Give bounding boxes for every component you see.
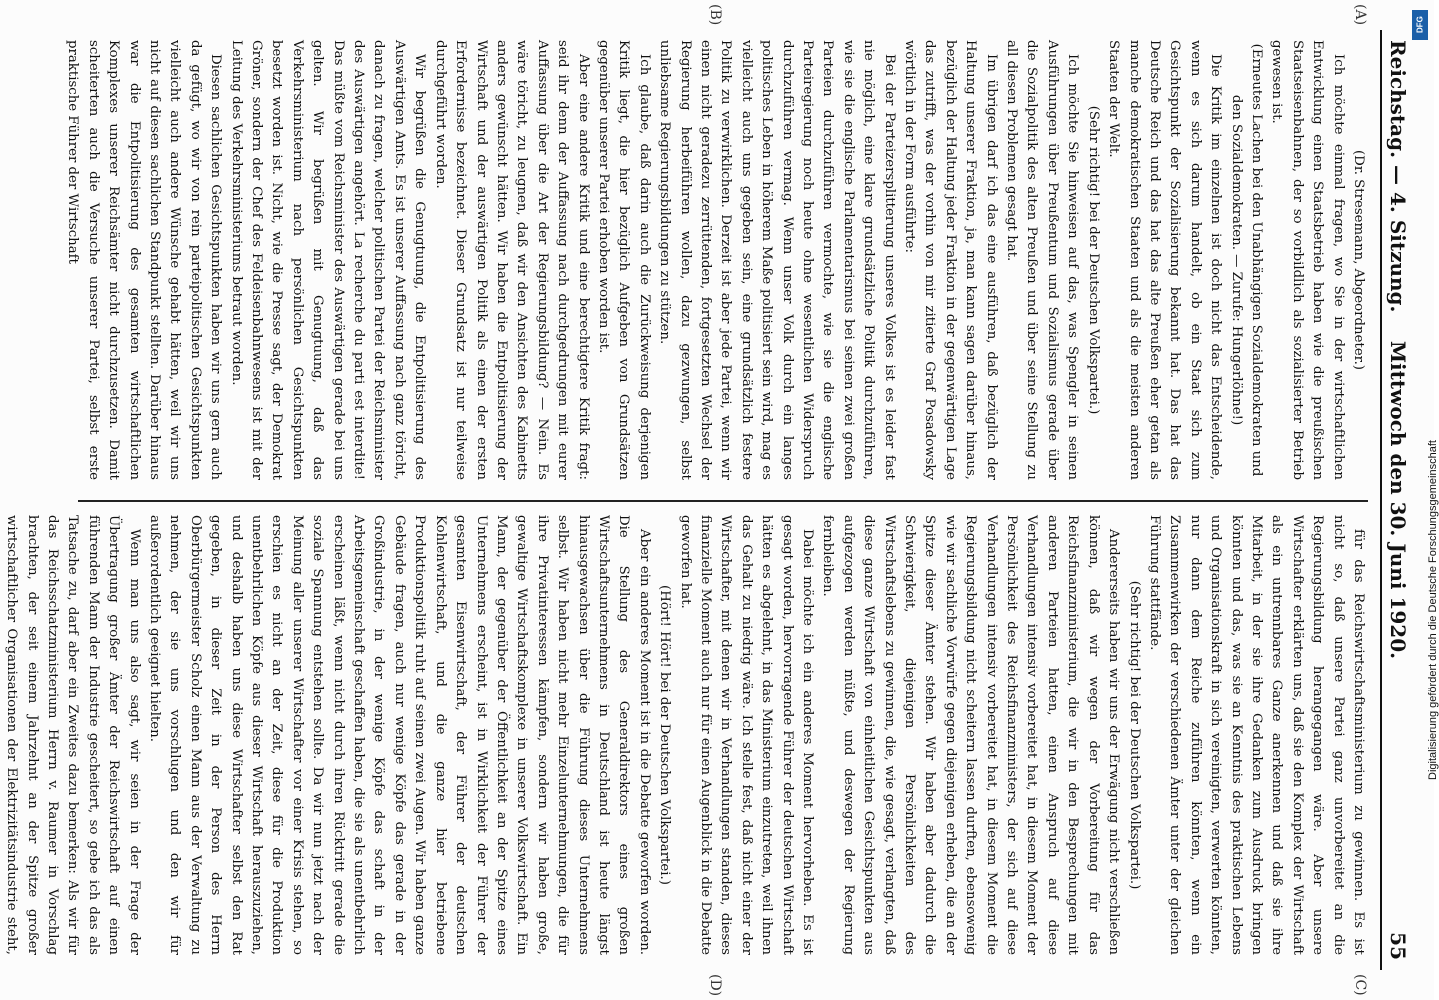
left-column (65, 40, 1368, 480)
speaker-line: (Dr. Stresemann, Abgeordneter.) (1351, 149, 1366, 370)
text-columns (4, 4, 1368, 997)
left-paragraphs (62, 40, 1348, 480)
dfg-logo: DFG (1412, 10, 1428, 40)
paragraph: Ich glaube, daß darin auch die Zurückweisung derjenigen Kritik liegt, die hier bezüglich Aufgeben von Grundsätzen gegenüber unserer Partei erhoben worden ist. (595, 40, 652, 480)
paragraph: für das Reichswirtschaftsministerium zu gewinnen. Es ist nicht so, daß unsere Partei ganz unvorbereitet an die Regierungsbildung herangegangen wäre. Aber unsere Wirtschafter erklärten uns, daß sie den Komplex der Wirtschaft als ein untrennbares Ganze anerkennen und daß sie ihre Mitarbeit, in der sie ihre Gedanken zum Ausdruck bringen könnten und das, was sie an Kenntnis des praktischen Lebens und Organisationskraft in sich vereinigten, verwerten könnten, nur dann dem Reiche zuführen könnten, wenn ein Zusammenwirken der verschiedenen Ämter unter der gleichen Führung stattfände. (1146, 515, 1366, 955)
paragraph: Die Kritik im einzelnen ist doch nicht das Entscheidende, wenn es sich darum handelt, ob ein Staat sich zum Gesichtspunkt der Sozialisierung bekannt hat. Das hat das Deutsche Reich und das hat das alte Preußen eher getan als manche demokratischen Staaten und als die meisten anderen Staaten der Welt. (1106, 40, 1224, 480)
paragraph: Wenn man uns also sagt, wir seien in der Frage der Übertragung großer Ämter der Reichswirtschaft auf einen führenden Mann der Industrie gescheitert, so gebe ich das als Tatsache zu, darf aber ein Zweites dazu bemerken: Als wir für das Reichsschatzministerium Herrn v. Raumer in Vorschlag brachten, der seit einem Jahrzehnt an der Spitze großer wirtschaftlicher Organisationen der Elektrizitätsindustrie steht, (4, 515, 142, 955)
margin-marker-b: (B) (707, 4, 723, 26)
page-header (1380, 30, 1420, 970)
header-left: Reichstag. — 4. Sitzung. (1386, 40, 1410, 313)
paragraph: Im übrigen darf ich das eine ausführen, daß bezüglich der Haltung unserer Fraktion, ja, man kann sagen darüber hinaus, bezüglich der Haltung jeder Fraktion in der gegenwärtigen Lage das zutrifft, was der vorhin von mir zitierte Graf Posadowsky wörtlich in der Form ausführte: (902, 40, 999, 480)
paragraph: Ich möchte Sie hinweisen auf das, was Spengler in seinen Ausführungen über Preußentum und Sozialismus gerade über die Sozialpolitik des alten Preußen und über seine Stellung zu all diesen Problemen gesagt hat. (1004, 40, 1081, 480)
paragraph: Aber eine andere Kritik und eine berechtigtere Kritik fragt: seid ihr denn der Auffassung nach durchgedrungen mit eurer Auffassung über die Art der Regierungsbildung? — Nein. Es wäre töricht, zu leugnen, daß wir den Ansichten des Kabinetts anders gewünscht hätten. Wir haben die Entpolitisierung der Wirtschaft und der auswärtigen Politik als einen der ersten Erfordernisse bezeichnet. Dieser Grundsatz ist nur teilweise durchgeführt worden. (432, 40, 591, 480)
paragraph: Bei der Parteizersplitterung unseres Volkes ist es leider fast nie möglich, eine klare grundsätzliche Politik durchzuführen, wie sie die englische Parlamentarismus bei seinen zwei großen Parteien durchzuführen vermochte, wie sie die englische Parteiregierung noch heute ohne wesentlichen Widerspruch durchzuführen vermag. Wenn unser Volk durch ein langes politisches Leben in höherem Maße politisiert sein wird, mag es vielleicht auch uns gegeben sein, eine grundsätzlich festere Politik zu verwirklichen. Derzeit ist aber jede Partei, wenn wir einen nicht geradezu zerrüttenden, fortgesetzten Wechsel der Regierung herbeiführen wollen, dazu gezwungen, selbst unliebsame Regierungsbildungen zu stützen. (657, 40, 897, 480)
paragraph: Andererseits haben wir uns der Erwägung nicht verschließen können, daß wir wegen der Vorbereitung für das Reichsfinanzministerium, die wir in den Besprechungen mit anderen Parteien hatten, einen Anspruch auf diese Verhandlungen intensiv vorbereitet hat, in diesem Moment der Persönlichkeit des Reichsfinanzministers, der sich auf diese Verhandlungen intensiv vorbereitet hat, in diesem Moment die Regierungsbildung nicht scheitern lassen durften, ebensowenig wie wir sachliche Vorwürfe gegen diejenigen erheben, die an der Spitze dieser Ämter stehen. Wir haben aber dadurch die Schwierigkeit, diejenigen Persönlichkeiten des Wirtschaftslebens zu gewinnen, die, wie gesagt, verlangten, daß diese ganze Wirtschaft von einheitlichen Gesichtspunkten aus aufgezogen werden müßte, und deswegen der Regierung fernbleiben. (820, 515, 1122, 955)
digitization-credit: Digitalisierung gefördert durch die Deutsche Forschungsgemeinschaft (1427, 440, 1439, 780)
paragraph: Dabei möchte ich ein anderes Moment hervorheben. Es ist gesagt worden, hervorragende Führer der deutschen Wirtschaft hätten es abgelehnt, in das Ministerium einzutreten, weil ihnen das Gehalt zu niedrig wäre. Ich stelle fest, daß nicht einer der Wirtschafter, mit denen wir in Verhandlungen standen, dieses finanzielle Moment auch nur für einen Augenblick in die Debatte geworfen hat. (677, 515, 816, 955)
right-paragraphs (0, 515, 1368, 955)
page-number: 55 (1386, 932, 1410, 960)
paragraph: Diesen sachlichen Gesichtspunkten haben wir uns gern auch da gefügt, wo wir von rein parteipolitischen Gesichtspunkten vielleicht auch andere Wünsche gehabt hätten, weil wir uns nicht auf diesen sachlichen Standpunkt stellten. Darüber hinaus war die Entpolitisierung des gesamten wirtschaftlichen Komplexes unserer Reichsämter nicht durchzusetzen. Damit scheiterten auch die Versuche unserer Partei, selbst erste praktische Führer der Wirtschaft (65, 40, 224, 480)
paragraph: (Sehr richtig! bei der Deutschen Volkspartei.) (1085, 105, 1101, 415)
paragraph: (Sehr richtig! bei der Deutschen Volkspartei.) (1126, 580, 1142, 890)
paragraph: (Erneutes Lachen bei den Unabhängigen Sozialdemokraten und den Sozialdemokraten. — Zurufe: Hungerlöhne!) (1228, 43, 1264, 477)
paragraph: Aber ein anderes Moment ist in die Debatte geworfen worden. Die Stellung des Generaldirektors eines großen Wirtschaftsunternehmens in Deutschland ist heute längst hinausgewachsen über die Führung dieses Unternehmens selbst. Wir haben nicht mehr Einzelunternehmungen, die für ihre Privatinteressen kämpfen, sondern wir haben große, gewaltige Wirtschaftskomplexe in unserer Volkswirtschaft. Ein Mann, der gegenüber der Öffentlichkeit an der Spitze eines Unternehmens erscheint, ist in Wirklichkeit der Führer der gesamten Eisenwirtschaft, der Führer der deutschen Kohlenwirtschaft, und die ganze hier betriebene Produktionspolitik ruht auf seinen zwei Augen. Wir haben ganze Gebäude fragen, auch nur wenige Köpfe das gerade in der Großindustrie, in der wenige Köpfe das schaft in der Arbeitsgemeinschaft geschaffen haben, die sie als unentbehrlich erscheinen läßt, wenn nicht durch ihren Rücktritt gerade die soziale Spannung entstehen sollte. Da wir nun jetzt nach der Meinung aller unserer Wirtschafter vor einer Krisis stehen, so erschien es nicht an der Zeit, diese für die Produktion unentbehrlichen Köpfe aus dieser Wirtschaft herauszuziehen, und deshalb haben uns diese Wirtschafter selbst den Rat gegeben, in dieser Zeit in der Person des Herrn Oberbürgermeister Scholz einen Mann aus der Verwaltung zu nehmen, der sie uns vorschlugen und den wir für außerordentlich geeignet hielten. (147, 515, 652, 955)
paragraph: Ich möchte einmal fragen, wo Sie in der wirtschaftlichen Entwicklung einen Staatsbetrieb haben wie die preußischen Staatseisenbahnen, der so vorbildlich als sozialisierter Betrieb gewesen ist. (1269, 40, 1346, 480)
margin-marker-a: (A) (1352, 4, 1368, 26)
column-divider (78, 500, 1368, 502)
margin-marker-d: (D) (707, 974, 723, 997)
header-date: Mittwoch den 30. Juni 1920. (1386, 340, 1410, 660)
paragraph: (Hört! Hört! bei der Deutschen Volkspartei.) (657, 585, 673, 885)
paragraph: Wir begrüßen die Genugtuung, die Entpolitisierung des Auswärtigen Amts. Es ist unserer Auffassung nach ganz töricht, danach zu fragen, welcher politischen Partei der Reichsminister des Auswärtigen angehört. La recherche du parti est interdite! Das müßte vom Reichsminister des Auswärtigen gerade bei uns gelten. Wir begrüßen mit Genugtuung, daß das Verkehrsministerium nach persönlichen Gesichtspunkten besetzt worden ist. Nicht, wie die Presse sagt, der Demokrat Gröner, sondern der Chef des Feldeisenbahnwesens ist mit der Leitung des Verkehrsministeriums betraut worden. (228, 40, 428, 480)
right-column (4, 515, 1368, 955)
margin-marker-c: (C) (1352, 974, 1368, 996)
